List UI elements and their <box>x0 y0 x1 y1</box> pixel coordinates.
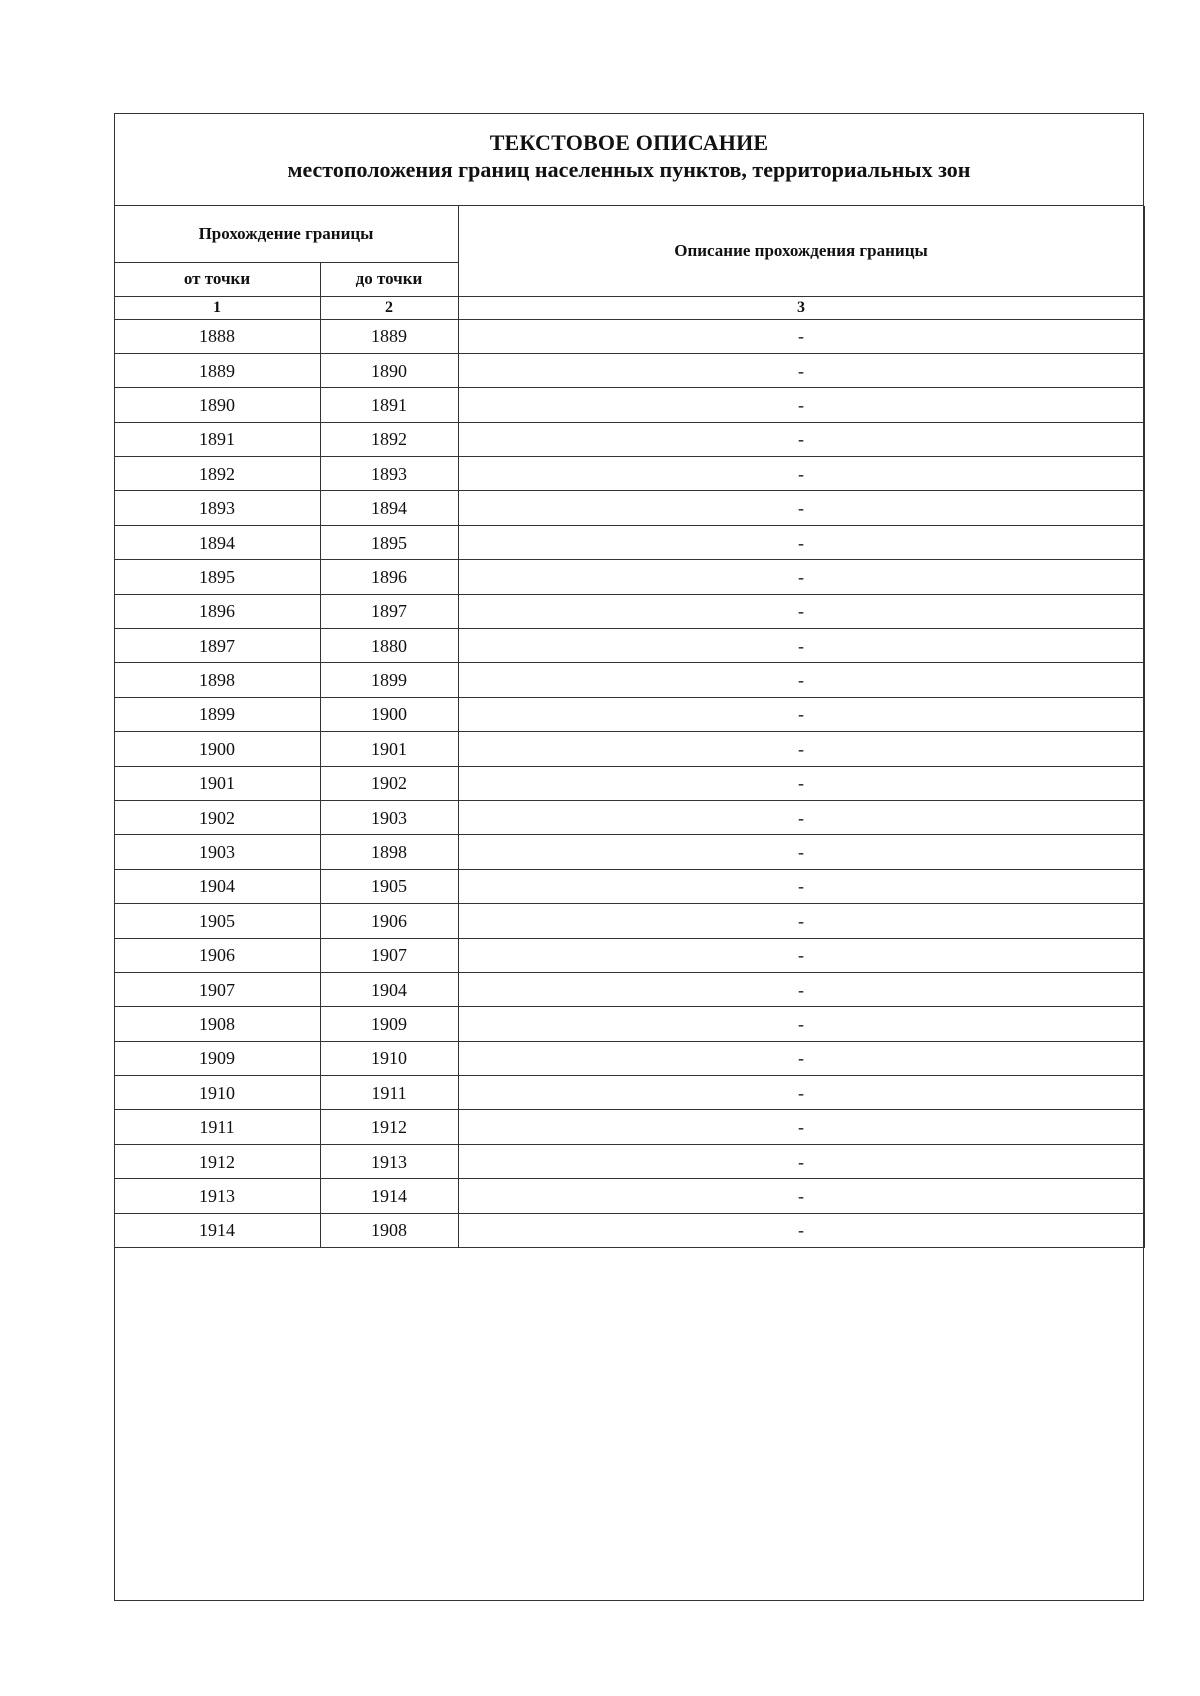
header-description: Описание прохождения границы <box>458 206 1144 296</box>
table-row <box>114 1179 1144 1213</box>
cell-description: - <box>458 1076 1144 1110</box>
cell-from-point: 1905 <box>114 904 320 938</box>
table-row <box>114 766 1144 800</box>
cell-from-point: 1911 <box>114 1110 320 1144</box>
cell-from-point: 1895 <box>114 560 320 594</box>
table-row <box>114 904 1144 938</box>
table-row <box>114 594 1144 628</box>
cell-description: - <box>458 560 1144 594</box>
cell-to-point: 1895 <box>320 525 458 559</box>
cell-from-point: 1893 <box>114 491 320 525</box>
cell-to-point: 1902 <box>320 766 458 800</box>
cell-description: - <box>458 353 1144 387</box>
cell-to-point: 1912 <box>320 1110 458 1144</box>
cell-to-point: 1913 <box>320 1144 458 1178</box>
cell-to-point: 1892 <box>320 422 458 456</box>
table-row <box>114 1110 1144 1144</box>
header-boundary-passage: Прохождение границы <box>114 206 458 262</box>
cell-to-point: 1911 <box>320 1076 458 1110</box>
cell-to-point: 1900 <box>320 697 458 731</box>
table-row <box>114 1041 1144 1075</box>
cell-to-point: 1910 <box>320 1041 458 1075</box>
cell-to-point: 1898 <box>320 835 458 869</box>
cell-to-point: 1899 <box>320 663 458 697</box>
document-title: ТЕКСТОВОЕ ОПИСАНИЕ <box>489 130 769 155</box>
cell-to-point: 1896 <box>320 560 458 594</box>
cell-to-point: 1906 <box>320 904 458 938</box>
column-number-1: 1 <box>114 296 320 319</box>
cell-from-point: 1901 <box>114 766 320 800</box>
cell-description: - <box>458 1213 1144 1247</box>
cell-from-point: 1909 <box>114 1041 320 1075</box>
table-row <box>114 422 1144 456</box>
cell-description: - <box>458 663 1144 697</box>
cell-to-point: 1893 <box>320 457 458 491</box>
table-row <box>114 1213 1144 1247</box>
cell-from-point: 1898 <box>114 663 320 697</box>
cell-to-point: 1914 <box>320 1179 458 1213</box>
table-row <box>114 629 1144 663</box>
table-row <box>114 663 1144 697</box>
cell-description: - <box>458 1110 1144 1144</box>
column-number-3: 3 <box>458 296 1144 319</box>
cell-description: - <box>458 697 1144 731</box>
cell-description: - <box>458 319 1144 353</box>
cell-to-point: 1901 <box>320 732 458 766</box>
table-row <box>114 560 1144 594</box>
cell-description: - <box>458 491 1144 525</box>
cell-from-point: 1896 <box>114 594 320 628</box>
cell-to-point: 1903 <box>320 800 458 834</box>
cell-description: - <box>458 388 1144 422</box>
cell-description: - <box>458 869 1144 903</box>
cell-description: - <box>458 594 1144 628</box>
cell-description: - <box>458 904 1144 938</box>
table-row <box>114 938 1144 972</box>
cell-to-point: 1890 <box>320 353 458 387</box>
table-row <box>114 457 1144 491</box>
cell-from-point: 1894 <box>114 525 320 559</box>
cell-description: - <box>458 732 1144 766</box>
table-row <box>114 800 1144 834</box>
cell-to-point: 1908 <box>320 1213 458 1247</box>
cell-from-point: 1910 <box>114 1076 320 1110</box>
cell-description: - <box>458 422 1144 456</box>
cell-from-point: 1888 <box>114 319 320 353</box>
cell-from-point: 1903 <box>114 835 320 869</box>
cell-to-point: 1905 <box>320 869 458 903</box>
cell-from-point: 1912 <box>114 1144 320 1178</box>
cell-description: - <box>458 972 1144 1006</box>
table-row <box>114 491 1144 525</box>
cell-description: - <box>458 766 1144 800</box>
cell-from-point: 1913 <box>114 1179 320 1213</box>
table-row <box>114 1007 1144 1041</box>
table-row <box>114 1144 1144 1178</box>
table-row <box>114 388 1144 422</box>
title-block <box>115 114 1143 206</box>
cell-from-point: 1906 <box>114 938 320 972</box>
table-row <box>114 697 1144 731</box>
table-row <box>114 835 1144 869</box>
table-row <box>114 353 1144 387</box>
cell-to-point: 1880 <box>320 629 458 663</box>
document-subtitle: местоположения границ населенных пунктов, территориальных зон <box>287 157 971 182</box>
cell-from-point: 1892 <box>114 457 320 491</box>
table-row <box>114 972 1144 1006</box>
cell-to-point: 1894 <box>320 491 458 525</box>
cell-from-point: 1891 <box>114 422 320 456</box>
table-row <box>114 319 1144 353</box>
cell-description: - <box>458 938 1144 972</box>
table-row <box>114 869 1144 903</box>
cell-to-point: 1891 <box>320 388 458 422</box>
cell-to-point: 1904 <box>320 972 458 1006</box>
cell-from-point: 1890 <box>114 388 320 422</box>
table-row <box>114 1076 1144 1110</box>
cell-from-point: 1897 <box>114 629 320 663</box>
cell-description: - <box>458 800 1144 834</box>
cell-description: - <box>458 457 1144 491</box>
cell-description: - <box>458 1007 1144 1041</box>
cell-from-point: 1914 <box>114 1213 320 1247</box>
cell-description: - <box>458 629 1144 663</box>
cell-from-point: 1904 <box>114 869 320 903</box>
cell-to-point: 1909 <box>320 1007 458 1041</box>
header-from-point: от точки <box>114 262 320 296</box>
document-frame <box>114 113 1144 1601</box>
cell-from-point: 1899 <box>114 697 320 731</box>
table-row <box>114 525 1144 559</box>
cell-description: - <box>458 835 1144 869</box>
cell-description: - <box>458 1179 1144 1213</box>
header-to-point: до точки <box>320 262 458 296</box>
cell-from-point: 1900 <box>114 732 320 766</box>
cell-to-point: 1889 <box>320 319 458 353</box>
cell-from-point: 1889 <box>114 353 320 387</box>
cell-description: - <box>458 525 1144 559</box>
table-row <box>114 732 1144 766</box>
cell-to-point: 1907 <box>320 938 458 972</box>
cell-from-point: 1908 <box>114 1007 320 1041</box>
cell-description: - <box>458 1144 1144 1178</box>
boundary-table <box>114 206 1145 1248</box>
cell-description: - <box>458 1041 1144 1075</box>
table-body <box>114 319 1144 1248</box>
cell-to-point: 1897 <box>320 594 458 628</box>
cell-from-point: 1902 <box>114 800 320 834</box>
column-number-2: 2 <box>320 296 458 319</box>
cell-from-point: 1907 <box>114 972 320 1006</box>
